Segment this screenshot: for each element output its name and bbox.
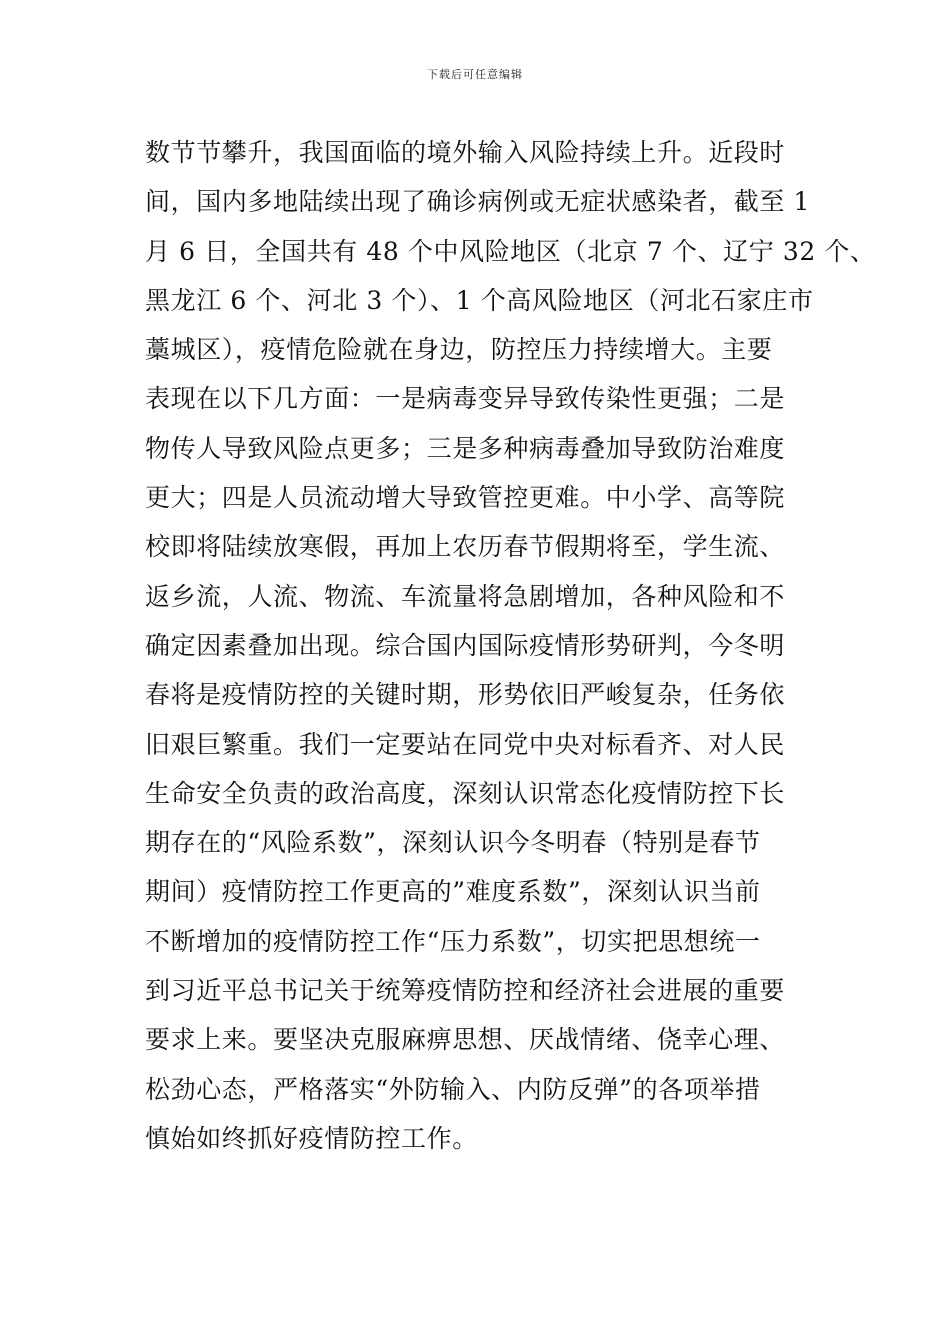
text-line: 期间）疫情防控工作更高的”难度系数”，深刻认识当前 [145, 877, 761, 907]
text-line: 物传人导致风险点更多；三是多种病毒叠加导致防治难度 [145, 433, 786, 463]
text-line: 慎始如终抓好疫情防控工作。 [145, 1123, 478, 1153]
text-line: 期存在的“风险系数”，深刻认识今冬明春（特别是春节 [145, 828, 761, 858]
text-line: 春将是疫情防控的关键时期，形势依旧严峻复杂，任务依 [145, 680, 786, 710]
text-line: 确定因素叠加出现。综合国内国际疫情形势研判，今冬明 [145, 630, 786, 660]
text-line: 藁城区），疫情危险就在身边，防控压力持续增大。主要 [145, 335, 773, 365]
text-line: 不断增加的疫情防控工作“压力系数”，切实把思想统一 [145, 926, 761, 956]
text-line: 表现在以下几方面：一是病毒变异导致传染性更强；二是 [145, 384, 786, 414]
body-paragraph [145, 128, 876, 1163]
text-line: 要求上来。要坚决克服麻痹思想、厌战情绪、侥幸心理、 [145, 1025, 786, 1055]
text-line: 数节节攀升，我国面临的境外输入风险持续上升。近段时 [145, 138, 786, 167]
text-line: 返乡流，人流、物流、车流量将急剧增加，各种风险和不 [145, 581, 786, 611]
text-line: 生命安全负责的政治高度，深刻认识常态化疫情防控下长 [145, 778, 786, 808]
text-line: 校即将陆续放寒假，再加上农历春节假期将至，学生流、 [145, 532, 786, 562]
text-line: 到习近平总书记关于统筹疫情防控和经济社会进展的重要 [145, 976, 786, 1006]
text-line: 旧艰巨繁重。我们一定要站在同党中央对标看齐、对人民 [145, 729, 786, 759]
text-line: 黑龙江 6 个、河北 3 个）、1 个高风险地区（河北石家庄市 [145, 285, 814, 315]
text-line: 松劲心态，严格落实“外防输入、内防反弹”的各项举措 [145, 1074, 761, 1104]
text-line: 间，国内多地陆续出现了确诊病例或无症状感染者，截至 1 [145, 187, 811, 217]
text-line: 更大；四是人员流动增大导致管控更难。中小学、高等院 [145, 483, 786, 513]
header-note: 下载后可任意编辑 [427, 68, 523, 81]
text-line: 月 6 日，全国共有 48 个中风险地区（北京 7 个、辽宁 32 个、 [145, 236, 876, 266]
